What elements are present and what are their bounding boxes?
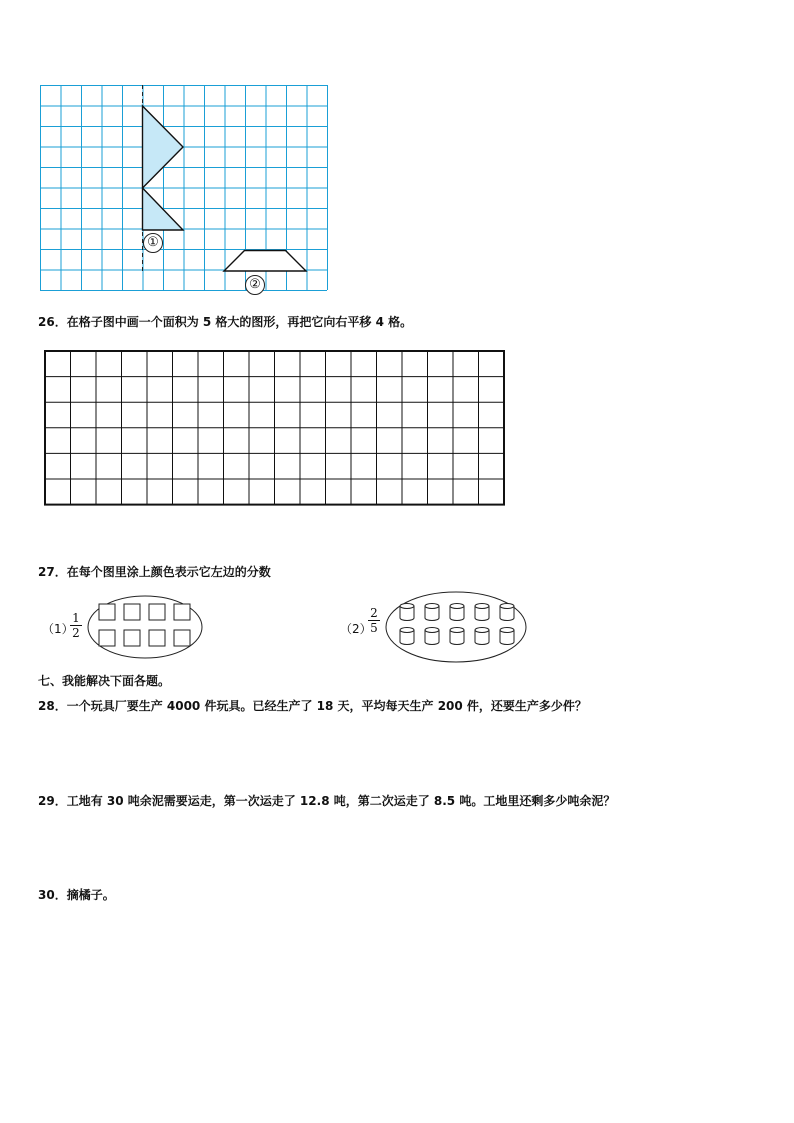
q27-part2-oval[interactable] <box>384 590 528 664</box>
square-icon <box>124 604 140 620</box>
section-7-title: 七、我能解决下面各题。 <box>38 674 171 688</box>
cylinder-icon <box>500 628 514 645</box>
question-27: 27．在每个图里涂上颜色表示它左边的分数 <box>38 565 271 579</box>
question-26: 26．在格子图中画一个面积为 5 格大的图形，再把它向右平移 4 格。 <box>38 315 413 329</box>
q27-part1-fraction <box>70 612 82 639</box>
square-icon <box>99 630 115 646</box>
q26-drawing-grid[interactable] <box>44 350 506 506</box>
shape-2-label: ② <box>245 275 265 295</box>
shape-2-trapezoid <box>224 251 306 272</box>
question-30: 30．摘橘子。 <box>38 888 115 902</box>
square-icon <box>99 604 115 620</box>
q27-part2-fraction <box>368 607 380 634</box>
q27-part1-label: （1） <box>42 622 74 636</box>
denominator: 2 <box>72 626 80 640</box>
cylinder-icon <box>450 628 464 645</box>
question-28: 28．一个玩具厂要生产 4000 件玩具。已经生产了 18 天，平均每天生产 200 件，还要生产多少件？ <box>38 699 587 713</box>
cylinder-icon <box>400 628 414 645</box>
cylinder-icon <box>475 604 489 621</box>
numerator: 2 <box>370 606 378 620</box>
question-29: 29．工地有 30 吨余泥需要运走，第一次运走了 12.8 吨，第二次运走了 8.5 吨。工地里还剩多少吨余泥？ <box>38 794 616 808</box>
cylinder-icon <box>425 604 439 621</box>
square-icon <box>149 630 165 646</box>
numerator: 1 <box>72 611 80 625</box>
q27-part2-label: （2） <box>340 622 372 636</box>
square-icon <box>149 604 165 620</box>
square-icon <box>174 604 190 620</box>
denominator: 5 <box>370 621 378 635</box>
square-icon <box>124 630 140 646</box>
cylinder-icon <box>500 604 514 621</box>
cylinder-icon <box>400 604 414 621</box>
translation-grid-figure <box>40 85 330 297</box>
cylinder-icon <box>450 604 464 621</box>
shape-1-label: ① <box>143 233 163 253</box>
cylinder-icon <box>475 628 489 645</box>
q27-part1-oval[interactable] <box>86 594 204 660</box>
cylinder-icon <box>425 628 439 645</box>
square-icon <box>174 630 190 646</box>
